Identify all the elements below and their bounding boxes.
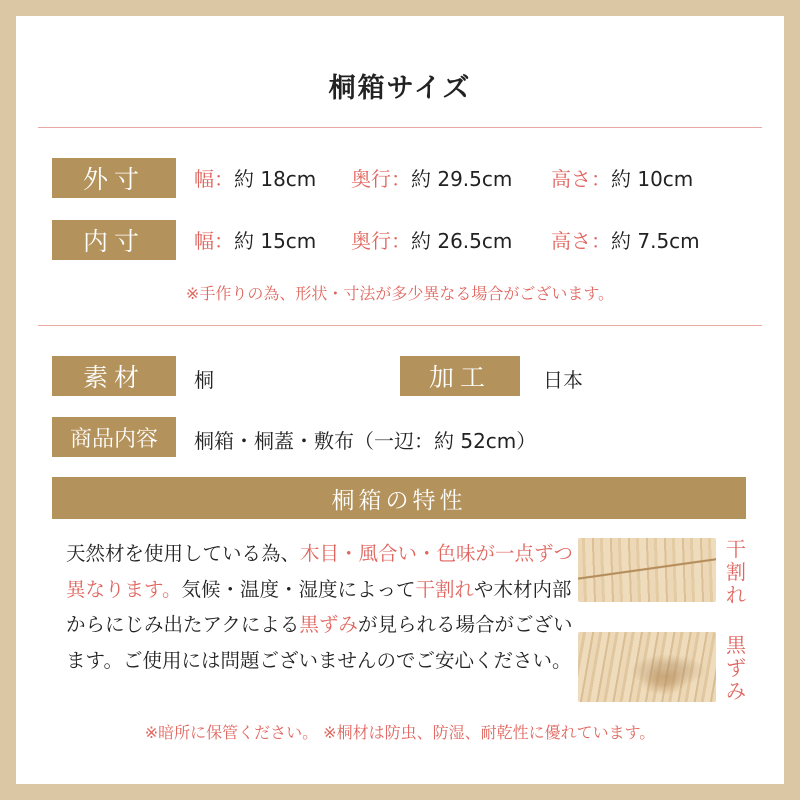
features-highlight-darkening: 黒ずみ	[299, 613, 358, 636]
wood-crack-sample-image	[578, 538, 716, 602]
wood-darkening-label: 黒ずみ	[726, 633, 746, 703]
outer-width-value: 約 18cm	[234, 166, 317, 191]
material-value: 桐	[194, 368, 214, 392]
material-label: 素材	[52, 356, 176, 396]
contents-label: 商品内容	[52, 417, 176, 457]
contents-value: 桐箱・桐蓋・敷布（一辺：約 52cm）	[194, 429, 537, 453]
features-text-1: 天然材を使用している為、	[66, 542, 301, 565]
features-text-2: 気候・温度・湿度によって	[181, 577, 416, 601]
inner-depth-key: 奥行：	[351, 228, 411, 253]
features-description	[66, 536, 576, 678]
inner-depth-value: 約 26.5cm	[411, 228, 513, 253]
size-note: ※手作りの為、形状・寸法が多少異なる場合がございます。	[185, 284, 615, 303]
page-title: 桐箱サイズ	[328, 73, 472, 104]
outer-dimensions-row	[194, 159, 693, 195]
features-text-3: や木材内部からにじみ出たアクによる	[66, 577, 572, 636]
inner-dimensions-row	[194, 221, 700, 257]
inner-dimensions-label: 内寸	[52, 220, 176, 260]
inner-width-value: 約 15cm	[234, 228, 317, 253]
features-text-4: が見られる場合がございます。ご使用には問題ございませんのでご安心ください。	[66, 613, 573, 672]
divider-top	[38, 127, 762, 128]
wood-crack-label: 干割れ	[726, 537, 746, 607]
outer-depth-key: 奥行：	[351, 166, 411, 191]
features-highlight-grain: 木目・風合い・色味が一点ずつ異なります。	[66, 542, 574, 601]
inner-height-key: 高さ：	[551, 228, 611, 253]
features-heading: 桐箱の特性	[52, 477, 746, 519]
processing-label: 加工	[400, 356, 520, 396]
wood-darkening-sample-image	[578, 632, 716, 702]
outer-width-key: 幅：	[194, 166, 234, 191]
outer-height-key: 高さ：	[551, 166, 611, 191]
outer-depth-value: 約 29.5cm	[411, 166, 513, 191]
outer-height-value: 約 10cm	[611, 166, 694, 191]
outer-dimensions-label: 外寸	[52, 158, 176, 198]
features-highlight-cracks: 干割れ	[415, 577, 474, 601]
product-info-card	[16, 16, 784, 784]
divider-middle	[38, 325, 762, 326]
inner-width-key: 幅：	[194, 228, 234, 253]
footer-note: ※暗所に保管ください。 ※桐材は防虫、防湿、耐乾性に優れています。	[144, 723, 656, 742]
inner-height-value: 約 7.5cm	[611, 228, 700, 253]
processing-value: 日本	[543, 368, 583, 392]
